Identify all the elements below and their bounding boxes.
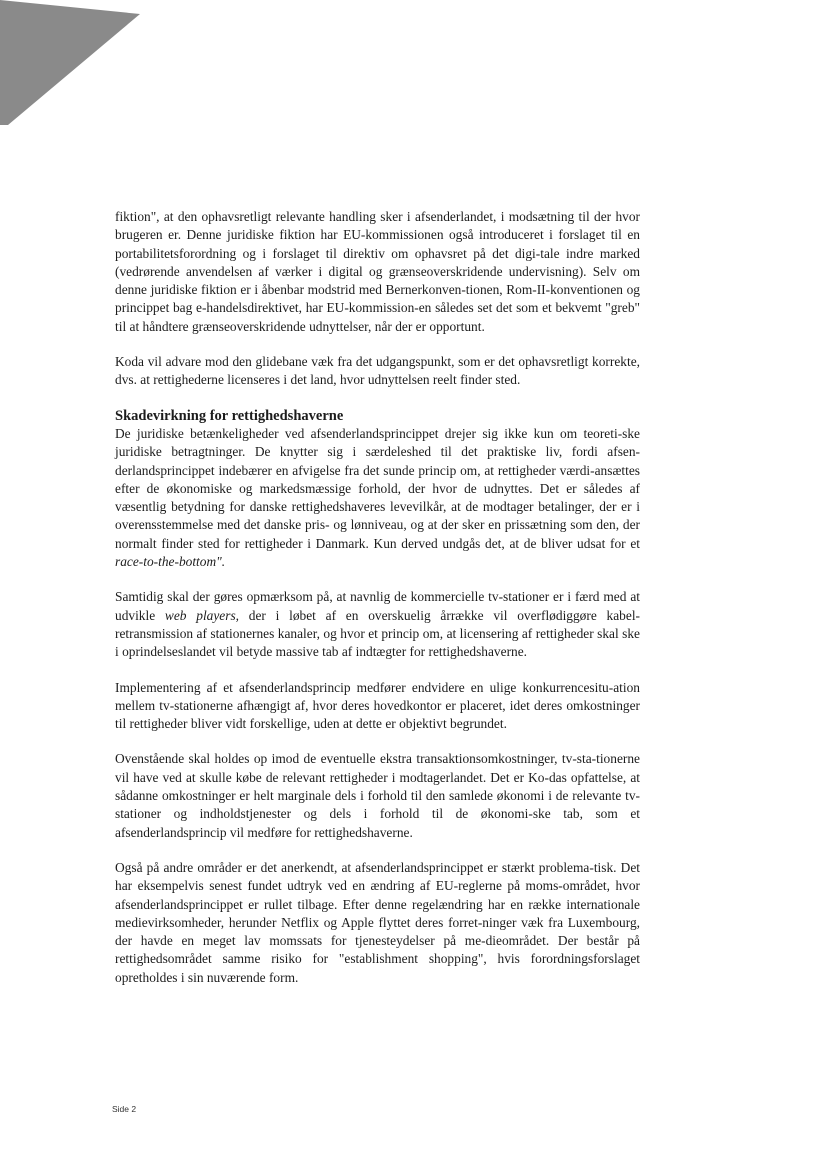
section-paragraph-1-text: De juridiske betænkeligheder ved afsenderlandsprincippet drejer sig ikke kun om teoreti-ske juridiske betragtninger. De knytter sig i særdeleshed til det praktiske liv, fordi afsen-derlandsprincippet indebærer en afvigelse fra det sunde princip om, at rettigheder værdi-ansættes efter de økonomiske og markedsmæssige forhold, der hvor de udnyttes. Det er således af væsentlig betydning for danske rettighedshaveres levevilkår, at de modtager betalinger, der er i overensstemmelse med det danske pris- og lønniveau, og at der sker en prissætning som den, der normalt finder sted for rettigheder i Danmark. Kun derved undgås det, at de bliver udsat for et [115,425,640,551]
section-paragraph-3: Implementering af et afsenderlandsprincip medfører endvidere en ulige konkurrencesitu-ation mellem tv-stationerne afhængigt af, hvor deres hovedkontor er placeret, idet deres omkostninger til rettigheder bliver vidt forskellige, uden at dette er objektivt begrundet. [115,679,640,732]
section-paragraph-2-emphasis: web players, [164,607,240,623]
section-paragraph-1-emphasis: race-to-the-bottom". [115,554,226,570]
section-paragraph-1 [115,425,640,571]
corner-fold-mark [0,0,140,125]
section-paragraph-5: Også på andre områder er det anerkendt, at afsenderlandsprincippet er stærkt problema-tisk. Det har eksempelvis senest fundet udtryk ved en ændring af EU-reglerne på moms-området, hvor afsenderlandsprincippet er rullet tilbage. Efter denne regelændring har en række internationale medievirksomheder, herunder Netflix og Apple flyttet deres forret-ninger væk fra Luxembourg, der havde en meget lav momssats for tjenesteydelser på me-dieområdet. Der består på rettighedsområdet samme risiko for "establishment shopping", hvis forordningsforslaget opretholdes i sin nuværende form. [115,859,640,985]
section-paragraph-2 [115,588,640,661]
section-heading: Skadevirkning for rettighedshaverne [115,407,344,424]
paragraph-2: Koda vil advare mod den glidebane væk fra det udgangspunkt, som er det ophavsretligt korrekte, dvs. at rettighederne licenseres i det land, hvor udnyttelsen reelt finder sted. [115,354,640,388]
section-paragraph-2-text-a: Samtidig skal der gøres opmærksom på, at navnlig de kommercielle tv-stationer er i færd med at udvikle [115,589,640,623]
section-paragraph-4: Ovenstående skal holdes op imod de eventuelle ekstra transaktionsomkostninger, tv-sta-tionerne vil have ved at skulle købe de relevant rettigheder i modtagerlandet. Det er Ko-das opfattelse, at sådanne omkostninger er helt marginale dels i forhold til den samlede økonomi i de relevante tv-stationer og indholdstjenester og dels i forhold til de økonomi-ske tab, som et afsenderlandsprincip vil medføre for rettighedshaverne. [115,751,640,840]
document-body [115,208,640,987]
page-number: Side 2 [112,1104,137,1114]
section-paragraph-2-text-b: der i løbet af en overskuelig årrække vil overflødiggøre kabel-retransmission af stationernes kanaler, og hvor et princip om, at licensering af rettigheder skal ske i oprindelseslandet vil betyde massive tab af indtægter for rettighedshaverne. [115,607,640,660]
paragraph-1: fiktion", at den ophavsretligt relevante handling sker i afsenderlandet, i modsætning til der hvor brugeren er. Denne juridiske fiktion har EU-kommissionen også introduceret i forslaget til en portabilitetsforordning og i forslaget til direktiv om ophavsret på det digi-tale indre marked (vedrørende anvendelsen af værker i digital og grænseoverskridende undervisning). Selv om denne juridiske fiktion er i åbenbar modstrid med Bernerkonven-tionen, Rom-II-konventionen og princippet bag e-handelsdirektivet, har EU-kommission-en således set det som et bekvemt "greb" til at håndtere grænseoverskridende udnyttelser, når der er opportunt. [115,209,640,334]
